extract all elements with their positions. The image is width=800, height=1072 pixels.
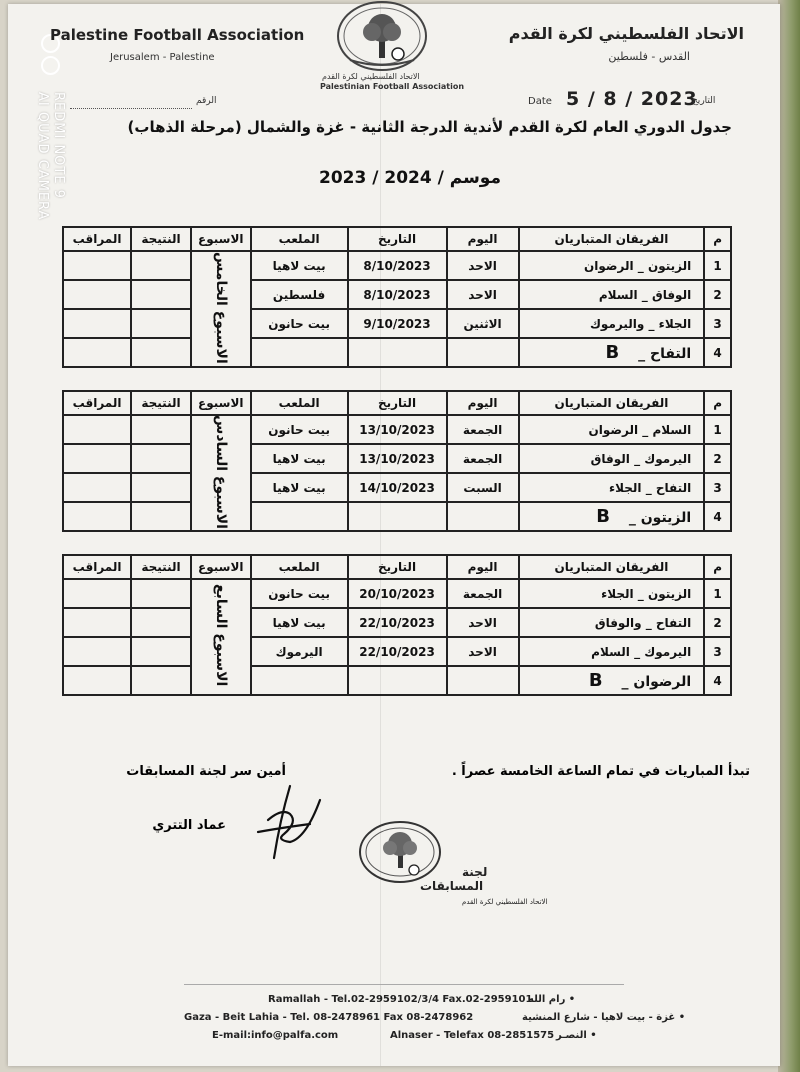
col-num: م bbox=[704, 391, 731, 415]
competitions-committee-stamp bbox=[350, 816, 548, 908]
match-stadium: بيت حانون bbox=[251, 415, 348, 444]
week-label: الاسبوع السابع bbox=[191, 579, 251, 695]
reference-dotted-line bbox=[70, 108, 192, 109]
match-result bbox=[131, 415, 191, 444]
match-day: الاثنين bbox=[447, 309, 519, 338]
table-row bbox=[63, 473, 731, 502]
match-result bbox=[131, 608, 191, 637]
secretary-title: أمين سر لجنة المسابقات bbox=[126, 764, 286, 779]
match-day: الجمعة bbox=[447, 415, 519, 444]
match-date: 13/10/2023 bbox=[348, 415, 447, 444]
match-date: 14/10/2023 bbox=[348, 473, 447, 502]
col-num: م bbox=[704, 227, 731, 251]
empty-cell bbox=[447, 666, 519, 695]
match-result bbox=[131, 502, 191, 531]
empty-cell bbox=[348, 502, 447, 531]
col-num: م bbox=[704, 555, 731, 579]
match-date: 8/10/2023 bbox=[348, 251, 447, 280]
bye-team-cell bbox=[519, 666, 705, 695]
footer-email: E-mail:info@palfa.com bbox=[212, 1030, 339, 1041]
match-number: 4 bbox=[704, 502, 731, 531]
match-result bbox=[131, 666, 191, 695]
col-day: اليوم bbox=[447, 227, 519, 251]
table-row-bye bbox=[63, 502, 731, 531]
match-result bbox=[131, 280, 191, 309]
match-teams: اليرموك _ السلام bbox=[519, 637, 705, 666]
season-line bbox=[300, 168, 520, 188]
match-stadium: بيت حانون bbox=[251, 579, 348, 608]
match-observer bbox=[63, 579, 131, 608]
match-teams: التفاح _ والوفاق bbox=[519, 608, 705, 637]
footer-alnaser-ar: • النصـر bbox=[556, 1030, 597, 1041]
match-number: 4 bbox=[704, 666, 731, 695]
secretary-name: عماد التتري bbox=[152, 818, 226, 833]
table-row bbox=[63, 608, 731, 637]
col-result: النتيجة bbox=[131, 227, 191, 251]
schedule-table-week-7 bbox=[62, 554, 732, 696]
match-number: 1 bbox=[704, 251, 731, 280]
table-row-bye bbox=[63, 666, 731, 695]
match-date: 9/10/2023 bbox=[348, 309, 447, 338]
match-result bbox=[131, 251, 191, 280]
table-header-row bbox=[63, 391, 731, 415]
match-teams: الزيتون _ الجلاء bbox=[519, 579, 705, 608]
reference-label: الرقم bbox=[196, 96, 217, 106]
bye-team: الزيتون _ bbox=[628, 510, 692, 526]
match-teams: التفاح _ الجلاء bbox=[519, 473, 705, 502]
match-number: 3 bbox=[704, 473, 731, 502]
match-date: 22/10/2023 bbox=[348, 608, 447, 637]
match-observer bbox=[63, 637, 131, 666]
bye-mark: B bbox=[605, 342, 620, 363]
col-teams: الفريقان المتباريان bbox=[519, 227, 705, 251]
org-location-en: Jerusalem - Palestine bbox=[110, 52, 215, 63]
table-row-bye bbox=[63, 338, 731, 367]
match-result bbox=[131, 473, 191, 502]
match-day: السبت bbox=[447, 473, 519, 502]
match-stadium: فلسطين bbox=[251, 280, 348, 309]
stamp-line-2: المسابقات bbox=[420, 879, 484, 893]
photo-background-edge bbox=[778, 0, 800, 1072]
match-day: الجمعة bbox=[447, 579, 519, 608]
footer-divider bbox=[184, 984, 624, 985]
match-number: 2 bbox=[704, 280, 731, 309]
match-number: 2 bbox=[704, 444, 731, 473]
col-result: النتيجة bbox=[131, 391, 191, 415]
match-number: 3 bbox=[704, 637, 731, 666]
col-date: التاريخ bbox=[348, 555, 447, 579]
table-row bbox=[63, 251, 731, 280]
footer-ramallah-ar: • رام الله bbox=[528, 994, 576, 1005]
empty-cell bbox=[251, 502, 348, 531]
stamp-line-1: لجنة bbox=[462, 865, 488, 879]
col-stadium: الملعب bbox=[251, 391, 348, 415]
match-observer bbox=[63, 502, 131, 531]
match-observer bbox=[63, 309, 131, 338]
match-day: الجمعة bbox=[447, 444, 519, 473]
empty-cell bbox=[251, 666, 348, 695]
match-result bbox=[131, 444, 191, 473]
match-stadium: بيت لاهيا bbox=[251, 251, 348, 280]
match-number: 2 bbox=[704, 608, 731, 637]
start-time-note: تبدأ المباريات في تمام الساعة الخامسة عصراً . bbox=[451, 764, 750, 779]
footer-ramallah: Ramallah - Tel.02-2959102/3/4 Fax.02-2959101 bbox=[268, 994, 533, 1005]
match-observer bbox=[63, 666, 131, 695]
bye-team: الرضوان _ bbox=[621, 674, 692, 690]
col-stadium: الملعب bbox=[251, 555, 348, 579]
col-week: الاسبوع bbox=[191, 227, 251, 251]
col-week: الاسبوع bbox=[191, 391, 251, 415]
table-header-row bbox=[63, 555, 731, 579]
document-date: 5 / 8 / 2023 bbox=[566, 88, 698, 110]
match-result bbox=[131, 579, 191, 608]
match-teams: الوفاق _ السلام bbox=[519, 280, 705, 309]
bye-mark: B bbox=[596, 506, 610, 527]
camera-watermark-text bbox=[34, 92, 66, 220]
footer-alnaser: Alnaser - Telefax 08-2851575 bbox=[390, 1030, 555, 1041]
footer-gaza: Gaza - Beit Lahia - Tel. 08-2478961 Fax 08-2478962 bbox=[184, 1012, 474, 1023]
match-stadium: بيت حانون bbox=[251, 309, 348, 338]
logo-caption-en: Palestinian Football Association bbox=[320, 82, 465, 91]
date-label-en: Date bbox=[528, 96, 552, 107]
match-stadium: بيت لاهيا bbox=[251, 473, 348, 502]
stamp-line-3: الاتحاد الفلسطيني لكرة القدم bbox=[462, 898, 548, 906]
match-teams: اليرموك _ الوفاق bbox=[519, 444, 705, 473]
empty-cell bbox=[447, 502, 519, 531]
org-name-ar: الاتحاد الفلسطيني لكرة القدم bbox=[508, 24, 744, 43]
document-title: جدول الدوري العام لكرة القدم لأندية الدرجة الثانية - غزة والشمال (مرحلة الذهاب) bbox=[127, 118, 732, 136]
week-label: الاسبوع السادس bbox=[191, 415, 251, 531]
match-number: 3 bbox=[704, 309, 731, 338]
table-row bbox=[63, 444, 731, 473]
schedule-table-week-5 bbox=[62, 226, 732, 368]
week-label: الاسبوع الخامس bbox=[191, 251, 251, 367]
match-stadium: بيت لاهيا bbox=[251, 608, 348, 637]
handwritten-signature bbox=[250, 780, 330, 860]
empty-cell bbox=[348, 338, 447, 367]
season-value: 2024 / 2023 bbox=[319, 168, 432, 188]
match-observer bbox=[63, 415, 131, 444]
col-stadium: الملعب bbox=[251, 227, 348, 251]
match-observer bbox=[63, 280, 131, 309]
match-number: 1 bbox=[704, 415, 731, 444]
footer-gaza-ar: • غزة - بيت لاهيا - شارع المنشية bbox=[522, 1012, 686, 1023]
schedule-table-week-6 bbox=[62, 390, 732, 532]
season-label: موسم / bbox=[437, 168, 501, 188]
org-name-en: Palestine Football Association bbox=[50, 26, 305, 44]
match-date: 20/10/2023 bbox=[348, 579, 447, 608]
bye-team-cell bbox=[519, 502, 705, 531]
table-header-row bbox=[63, 227, 731, 251]
empty-cell bbox=[348, 666, 447, 695]
empty-cell bbox=[447, 338, 519, 367]
match-observer bbox=[63, 251, 131, 280]
match-teams: الجلاء _ واليرموك bbox=[519, 309, 705, 338]
col-result: النتيجة bbox=[131, 555, 191, 579]
match-result bbox=[131, 338, 191, 367]
match-observer bbox=[63, 444, 131, 473]
col-teams: الفريقان المتباريان bbox=[519, 555, 705, 579]
table-row bbox=[63, 309, 731, 338]
watermark-line-2: AI QUAD CAMERA bbox=[35, 92, 50, 221]
date-label-ar: التاريخ bbox=[692, 96, 716, 106]
col-observer: المراقب bbox=[63, 391, 131, 415]
match-observer bbox=[63, 338, 131, 367]
match-day: الاحد bbox=[447, 637, 519, 666]
match-teams: السلام _ الرضوان bbox=[519, 415, 705, 444]
bye-mark: B bbox=[588, 670, 603, 691]
match-number: 4 bbox=[704, 338, 731, 367]
table-row bbox=[63, 579, 731, 608]
table-row bbox=[63, 415, 731, 444]
col-date: التاريخ bbox=[348, 391, 447, 415]
match-day: الاحد bbox=[447, 608, 519, 637]
match-date: 8/10/2023 bbox=[348, 280, 447, 309]
col-day: اليوم bbox=[447, 555, 519, 579]
match-day: الاحد bbox=[447, 251, 519, 280]
match-number: 1 bbox=[704, 579, 731, 608]
table-row bbox=[63, 280, 731, 309]
match-teams: الزيتون _ الرضوان bbox=[519, 251, 705, 280]
org-location-ar: القدس - فلسطين bbox=[608, 50, 690, 63]
col-week: الاسبوع bbox=[191, 555, 251, 579]
col-observer: المراقب bbox=[63, 555, 131, 579]
logo-caption-ar: الاتحاد الفلسطيني لكرة القدم bbox=[322, 72, 420, 81]
col-day: اليوم bbox=[447, 391, 519, 415]
match-result bbox=[131, 637, 191, 666]
empty-cell bbox=[251, 338, 348, 367]
match-result bbox=[131, 309, 191, 338]
watermark-line-1: REDMI NOTE 9 bbox=[51, 92, 66, 199]
match-stadium: بيت لاهيا bbox=[251, 444, 348, 473]
bye-team-cell bbox=[519, 338, 705, 367]
match-day: الاحد bbox=[447, 280, 519, 309]
col-date: التاريخ bbox=[348, 227, 447, 251]
match-stadium: اليرموك bbox=[251, 637, 348, 666]
match-date: 22/10/2023 bbox=[348, 637, 447, 666]
match-date: 13/10/2023 bbox=[348, 444, 447, 473]
match-observer bbox=[63, 473, 131, 502]
table-row bbox=[63, 637, 731, 666]
match-observer bbox=[63, 608, 131, 637]
col-observer: المراقب bbox=[63, 227, 131, 251]
bye-team: التفاح _ bbox=[638, 346, 692, 362]
col-teams: الفريقان المتباريان bbox=[519, 391, 705, 415]
